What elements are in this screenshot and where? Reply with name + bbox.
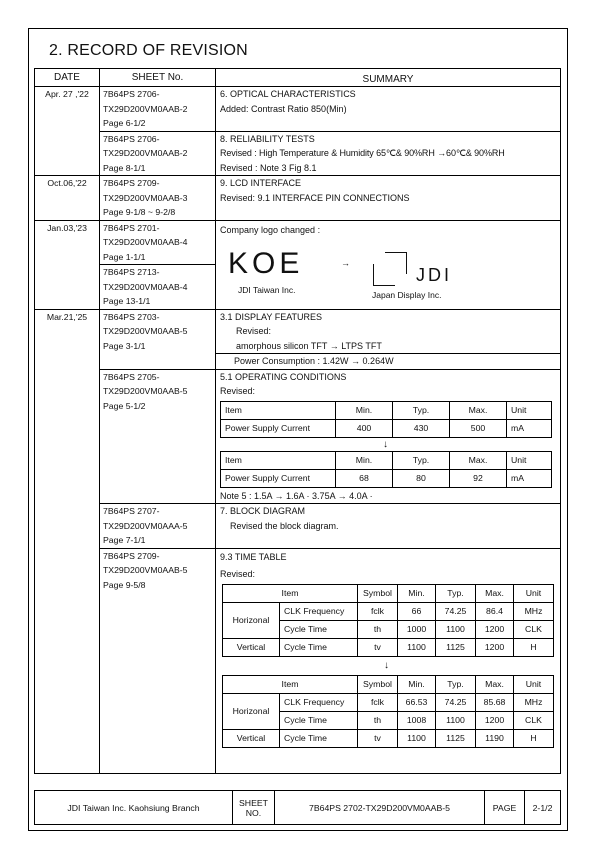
summary-line: 8. RELIABILITY TESTS <box>220 133 315 144</box>
sheet-line: TX29D200VM0AAB-4 <box>103 281 188 292</box>
sheet-line: 7B64PS 2705- <box>103 371 160 382</box>
col-symbol: Symbol <box>358 584 398 602</box>
table-row <box>35 220 561 265</box>
cell-item: Power Supply Current <box>221 469 336 487</box>
header-date: DATE <box>35 69 100 87</box>
summary-cell <box>216 87 561 132</box>
cell-typ: 1100 <box>436 620 476 638</box>
summary-line: Revised: <box>220 386 256 396</box>
col-item: Item <box>221 401 336 419</box>
arrow-down-icon: ↓ <box>383 438 388 450</box>
summary-line: Revised : High Temperature & Humidity 65℃& 90%RH →60℃& 90%RH <box>220 148 505 158</box>
cell-min: 68 <box>336 469 393 487</box>
col-unit: Unit <box>507 401 552 419</box>
cell-min: 1000 <box>398 620 436 638</box>
sheet-line: Page 8-1/1 <box>103 162 146 173</box>
sheet-line: 7B64PS 2709- <box>103 178 160 188</box>
col-symbol: Symbol <box>358 675 398 693</box>
cell-typ: 1125 <box>436 729 476 747</box>
summary-line: Added: Contrast Ratio 850(Min) <box>220 103 347 114</box>
cell-item: Cycle Time <box>280 711 358 729</box>
koe-logo: KOE <box>228 247 304 280</box>
sheet-line: TX29D200VM0AAB-5 <box>103 565 188 575</box>
cell-max: 500 <box>450 419 507 437</box>
sheet-line: 7B64PS 2706- <box>103 89 160 99</box>
footer-page-label: PAGE <box>485 791 525 825</box>
logo-change-area <box>220 237 556 307</box>
cell-min: 66 <box>398 602 436 620</box>
footer-row <box>35 791 561 825</box>
sheet-cell <box>100 131 216 176</box>
summary-cell <box>216 176 561 221</box>
summary-line: 5.1 OPERATING CONDITIONS <box>220 371 347 382</box>
sheet-line: 7B64PS 2713- <box>103 267 160 277</box>
col-item: Item <box>221 451 336 469</box>
table-row <box>35 87 561 132</box>
summary-line: 9. LCD INTERFACE <box>220 178 302 188</box>
footer <box>34 790 561 825</box>
footer-page-number: 2-1/2 <box>525 791 561 825</box>
cell-typ: 430 <box>393 419 450 437</box>
cell-item: Cycle Time <box>280 620 358 638</box>
sheet-line: Page 5-1/2 <box>103 400 146 411</box>
operating-conditions-after-table <box>220 451 552 488</box>
table-row <box>223 729 554 747</box>
col-typ: Typ. <box>393 401 450 419</box>
cell-typ: 1125 <box>436 638 476 656</box>
time-table-before <box>222 584 554 657</box>
header-sheet: SHEET No. <box>100 69 216 87</box>
cell-min: 1100 <box>398 729 436 747</box>
col-typ: Typ. <box>393 451 450 469</box>
summary-line: Revised : Note 3 Fig 8.1 <box>220 162 317 173</box>
footer-sheet-label-line: SHEET <box>239 797 268 808</box>
cell-unit: H <box>514 638 554 656</box>
sheet-line: Page 9-5/8 <box>103 579 146 590</box>
table-header-row <box>221 401 552 419</box>
summary-cell <box>216 504 561 549</box>
col-typ: Typ. <box>436 584 476 602</box>
summary-line: Revised: <box>236 326 272 336</box>
sheet-line: TX29D200VM0AAB-3 <box>103 192 188 203</box>
sheet-line: 7B64PS 2709- <box>103 550 160 561</box>
table-row <box>221 469 552 487</box>
date-cell: Apr. 27 ,'22 <box>35 87 100 176</box>
jdi-logo-subtitle: Japan Display Inc. <box>372 290 442 300</box>
summary-line: 9.3 TIME TABLE <box>220 551 287 562</box>
table-row <box>35 176 561 221</box>
cell-unit: MHz <box>514 693 554 711</box>
sheet-line: TX29D200VM0AAA-5 <box>103 520 188 531</box>
sheet-line: 7B64PS 2707- <box>103 506 160 516</box>
sheet-line: TX29D200VM0AAB-4 <box>103 237 188 247</box>
sheet-line: Page 3-1/1 <box>103 340 146 351</box>
summary-line: Revised: 9.1 INTERFACE PIN CONNECTIONS <box>220 192 410 203</box>
sheet-line: Page 6-1/2 <box>103 118 146 128</box>
revision-table <box>34 68 561 774</box>
page-title: 2. RECORD OF REVISION <box>49 42 248 59</box>
cell-typ: 74.25 <box>436 693 476 711</box>
cell-symbol: tv <box>358 729 398 747</box>
cell-item: CLK Frequency <box>280 602 358 620</box>
col-item: Item <box>223 584 358 602</box>
cell-item: Cycle Time <box>280 638 358 656</box>
summary-cell <box>216 548 561 773</box>
sheet-line: Page 13-1/1 <box>103 296 151 306</box>
sheet-line: Page 7-1/1 <box>103 535 146 545</box>
cell-item: Power Supply Current <box>221 419 336 437</box>
cell-max: 85.68 <box>476 693 514 711</box>
cell-max: 1200 <box>476 638 514 656</box>
col-max: Max. <box>450 451 507 469</box>
summary-line: amorphous silicon TFT → LTPS TFT <box>236 340 382 351</box>
cell-item: CLK Frequency <box>280 693 358 711</box>
col-unit: Unit <box>514 675 554 693</box>
table-row <box>35 369 561 504</box>
arrow-right-icon: → <box>341 258 350 268</box>
power-consumption-line: Power Consumption : 1.42W → 0.264W <box>216 353 560 369</box>
table-row <box>35 504 561 549</box>
sheet-cell <box>100 504 216 549</box>
sheet-line: 7B64PS 2706- <box>103 133 160 144</box>
summary-line: Revised the block diagram. <box>230 520 339 531</box>
table-header-row <box>223 584 554 602</box>
cell-max: 86.4 <box>476 602 514 620</box>
cell-min: 400 <box>336 419 393 437</box>
time-table-after <box>222 675 554 748</box>
cell-typ: 74.25 <box>436 602 476 620</box>
cell-max: 92 <box>450 469 507 487</box>
sheet-line: TX29D200VM0AAB-5 <box>103 326 188 336</box>
sheet-cell <box>100 548 216 773</box>
sheet-line: Page 9-1/8 ~ 9-2/8 <box>103 207 176 217</box>
summary-line: Company logo changed : <box>220 224 321 235</box>
footer-company: JDI Taiwan Inc. Kaohsiung Branch <box>35 791 233 825</box>
summary-line: 7. BLOCK DIAGRAM <box>220 506 306 516</box>
koe-logo-subtitle: JDI Taiwan Inc. <box>238 285 296 295</box>
summary-cell <box>216 309 561 369</box>
header-row <box>35 69 561 87</box>
sheet-line: TX29D200VM0AAB-5 <box>103 386 188 396</box>
summary-cell <box>216 220 561 309</box>
sheet-cell <box>100 309 216 369</box>
operating-conditions-before-table <box>220 401 552 438</box>
col-max: Max. <box>450 401 507 419</box>
date-cell: Mar.21,'25 <box>35 309 100 773</box>
col-min: Min. <box>398 584 436 602</box>
summary-cell <box>216 369 561 504</box>
col-min: Min. <box>336 451 393 469</box>
group-vertical: Vertical <box>223 638 280 656</box>
footer-sheet-label <box>233 791 275 825</box>
summary-line: Revised: <box>220 568 256 579</box>
sheet-cell <box>100 87 216 132</box>
cell-typ: 1100 <box>436 711 476 729</box>
cell-min: 1008 <box>398 711 436 729</box>
col-min: Min. <box>336 401 393 419</box>
group-horizontal: Horizonal <box>223 602 280 638</box>
cell-min: 1100 <box>398 638 436 656</box>
date-cell: Jan.03,'23 <box>35 220 100 309</box>
date-cell: Oct.06,'22 <box>35 176 100 221</box>
table-row <box>35 309 561 369</box>
cell-symbol: tv <box>358 638 398 656</box>
cell-unit: MHz <box>514 602 554 620</box>
cell-item: Cycle Time <box>280 729 358 747</box>
col-unit: Unit <box>514 584 554 602</box>
col-unit: Unit <box>507 451 552 469</box>
sheet-line: Page 1-1/1 <box>103 251 146 262</box>
cell-unit: H <box>514 729 554 747</box>
table-row <box>221 419 552 437</box>
table-row <box>223 602 554 620</box>
cell-unit: mA <box>507 469 552 487</box>
col-max: Max. <box>476 584 514 602</box>
cell-symbol: fclk <box>358 602 398 620</box>
cell-typ: 80 <box>393 469 450 487</box>
col-typ: Typ. <box>436 675 476 693</box>
arrow-down-icon: ↓ <box>384 659 389 671</box>
cell-min: 66.53 <box>398 693 436 711</box>
group-horizontal: Horizonal <box>223 693 280 729</box>
sheet-cell <box>100 176 216 221</box>
cell-symbol: th <box>358 711 398 729</box>
table-header-row <box>223 675 554 693</box>
cell-symbol: fclk <box>358 693 398 711</box>
table-header-row <box>221 451 552 469</box>
note-line: Note 5 : 1.5A → 1.6A · 3.75A → 4.0A · <box>220 490 373 501</box>
cell-unit: mA <box>507 419 552 437</box>
cell-max: 1200 <box>476 620 514 638</box>
sheet-line: 7B64PS 2701- <box>103 222 160 233</box>
jdi-logo: JDI <box>416 265 452 285</box>
col-min: Min. <box>398 675 436 693</box>
cell-unit: CLK <box>514 711 554 729</box>
header-summary: SUMMARY <box>216 69 561 87</box>
sheet-line: TX29D200VM0AAB-2 <box>103 148 188 158</box>
sheet-cell <box>100 369 216 504</box>
col-item: Item <box>223 675 358 693</box>
group-vertical: Vertical <box>223 729 280 747</box>
table-row <box>35 131 561 176</box>
sheet-cell <box>100 220 216 265</box>
footer-doc-number: 7B64PS 2702-TX29D200VM0AAB-5 <box>275 791 485 825</box>
summary-line: 6. OPTICAL CHARACTERISTICS <box>220 89 356 99</box>
cell-max: 1190 <box>476 729 514 747</box>
cell-unit: CLK <box>514 620 554 638</box>
summary-cell <box>216 131 561 176</box>
jdi-logo-mark-icon <box>373 252 407 286</box>
footer-sheet-label-line: NO. <box>245 807 262 818</box>
sheet-line: 7B64PS 2703- <box>103 311 160 322</box>
table-row <box>223 638 554 656</box>
cell-max: 1200 <box>476 711 514 729</box>
summary-line: 3.1 DISPLAY FEATURES <box>220 311 323 322</box>
col-max: Max. <box>476 675 514 693</box>
cell-symbol: th <box>358 620 398 638</box>
sheet-cell <box>100 265 216 310</box>
table-row <box>223 693 554 711</box>
table-row <box>35 548 561 773</box>
sheet-line: TX29D200VM0AAB-2 <box>103 103 188 114</box>
